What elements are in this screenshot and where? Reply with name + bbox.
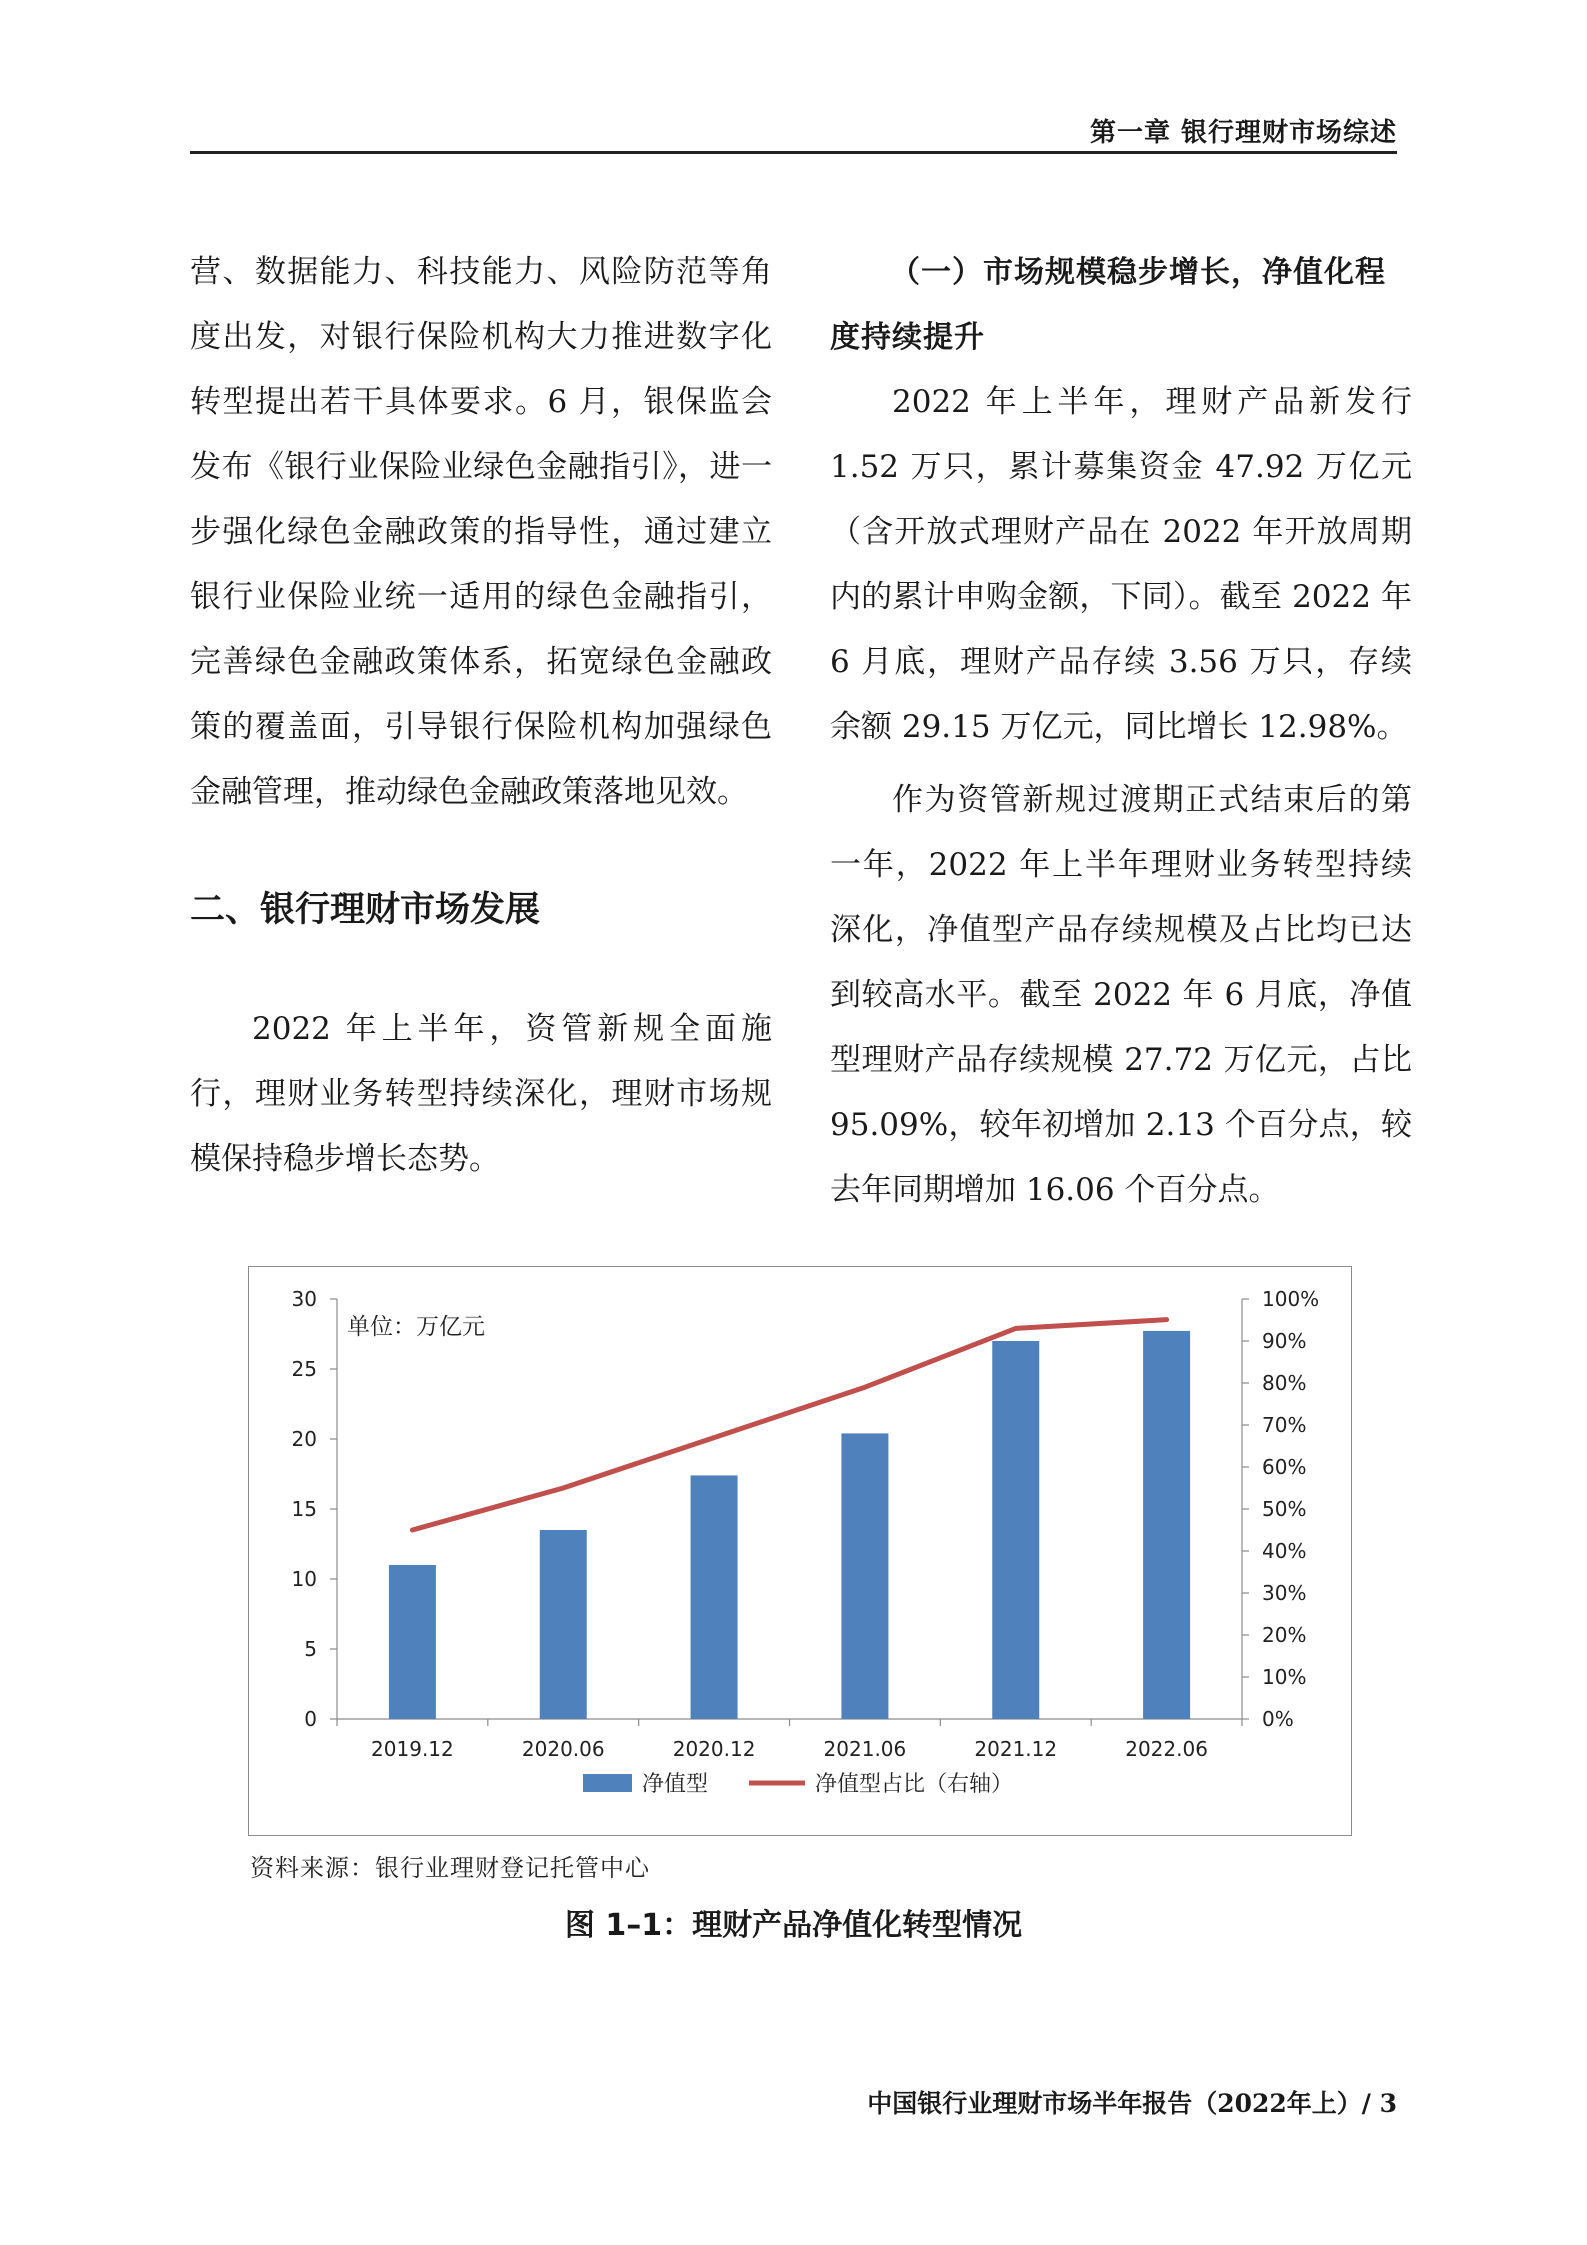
- right-paragraph-2: 作为资管新规过渡期正式结束后的第一年，2022 年上半年理财业务转型持续深化，净值型产品存续规模及占比均已达到较高水平。截至 2022 年 6 月底，净值型理财产品存续规模 27.72 万亿元，占比 95.09%，较年初增加 2.13 个百分点，较去年同期增加 16.06 个百分点。: [830, 782, 1412, 1208]
- chart-frame: [248, 1266, 1352, 1836]
- legend-label-bar: 净值型: [642, 1772, 709, 1797]
- bar: [992, 1341, 1039, 1719]
- y-right-tick-label: 30%: [1262, 1581, 1307, 1605]
- bar: [389, 1565, 436, 1719]
- x-tick-label: 2021.06: [823, 1737, 907, 1761]
- x-tick-label: 2019.12: [371, 1737, 454, 1761]
- section-heading: 二、银行理财市场发展: [190, 890, 541, 930]
- y-right-tick-label: 80%: [1262, 1371, 1307, 1395]
- figure-caption: 图 1–1：理财产品净值化转型情况: [564, 1908, 1023, 1943]
- y-right-tick-label: 70%: [1262, 1413, 1307, 1437]
- y-right-tick-label: 20%: [1262, 1623, 1307, 1647]
- header-rule: [190, 151, 1397, 154]
- x-tick-label: 2020.06: [521, 1737, 605, 1761]
- y-left-tick-label: 10: [291, 1567, 317, 1591]
- bar: [691, 1475, 738, 1719]
- y-left-tick-label: 0: [304, 1707, 317, 1731]
- running-header: 第一章 银行理财市场综述: [1089, 118, 1397, 148]
- x-tick-label: 2022.06: [1125, 1737, 1208, 1761]
- subsection-heading: （一）市场规模稳步增长，净值化程度持续提升: [830, 255, 1386, 355]
- y-left-tick-label: 25: [291, 1357, 317, 1381]
- left-column: [190, 240, 772, 1192]
- bar: [1143, 1331, 1190, 1719]
- left-paragraph-1: 营、数据能力、科技能力、风险防范等角度出发，对银行保险机构大力推进数字化转型提出若干具体要求。6 月，银保监会发布《银行业保险业绿色金融指引》，进一步强化绿色金融政策的指导性，通过建立银行业保险业统一适用的绿色金融指引，完善绿色金融政策体系，拓宽绿色金融政策的覆盖面，引导银行保险机构加强绿色金融管理，推动绿色金融政策落地见效。: [190, 254, 772, 810]
- chart: [249, 1267, 1350, 1834]
- bar: [841, 1433, 888, 1719]
- right-column: [830, 240, 1412, 1223]
- y-left-tick-label: 20: [291, 1427, 317, 1451]
- x-tick-label: 2020.12: [672, 1737, 756, 1761]
- y-right-tick-label: 90%: [1262, 1329, 1307, 1353]
- figure-source: 资料来源：银行业理财登记托管中心: [250, 1854, 650, 1882]
- page-footer: 中国银行业理财市场半年报告（2022年上）/ 3: [867, 2089, 1397, 2118]
- left-paragraph-2: 2022 年上半年，资管新规全面施行，理财业务转型持续深化，理财市场规模保持稳步增长态势。: [190, 1011, 772, 1177]
- share-line: [412, 1320, 1166, 1530]
- right-paragraph-1: 2022 年上半年，理财产品新发行 1.52 万只，累计募集资金 47.92 万亿元（含开放式理财产品在 2022 年开放周期内的累计申购金额，下同）。截至 2022 年 6 月底，理财产品存续 3.56 万只，存续余额 29.15 万亿元，同比增长 12.98%。: [830, 384, 1412, 745]
- y-right-tick-label: 50%: [1262, 1497, 1307, 1521]
- y-right-tick-label: 60%: [1262, 1455, 1307, 1479]
- legend-swatch-bar: [583, 1774, 632, 1792]
- y-left-tick-label: 5: [304, 1637, 317, 1661]
- chart-unit-label: 单位：万亿元: [347, 1314, 485, 1340]
- bar: [540, 1530, 587, 1719]
- y-right-tick-label: 0%: [1262, 1707, 1294, 1731]
- y-right-tick-label: 40%: [1262, 1539, 1307, 1563]
- y-right-tick-label: 10%: [1262, 1665, 1307, 1689]
- y-right-tick-label: 100%: [1262, 1287, 1320, 1311]
- y-left-tick-label: 15: [291, 1497, 317, 1521]
- x-tick-label: 2021.12: [974, 1737, 1058, 1761]
- legend-label-line: 净值型占比（右轴）: [815, 1772, 1014, 1797]
- y-left-tick-label: 30: [291, 1287, 317, 1311]
